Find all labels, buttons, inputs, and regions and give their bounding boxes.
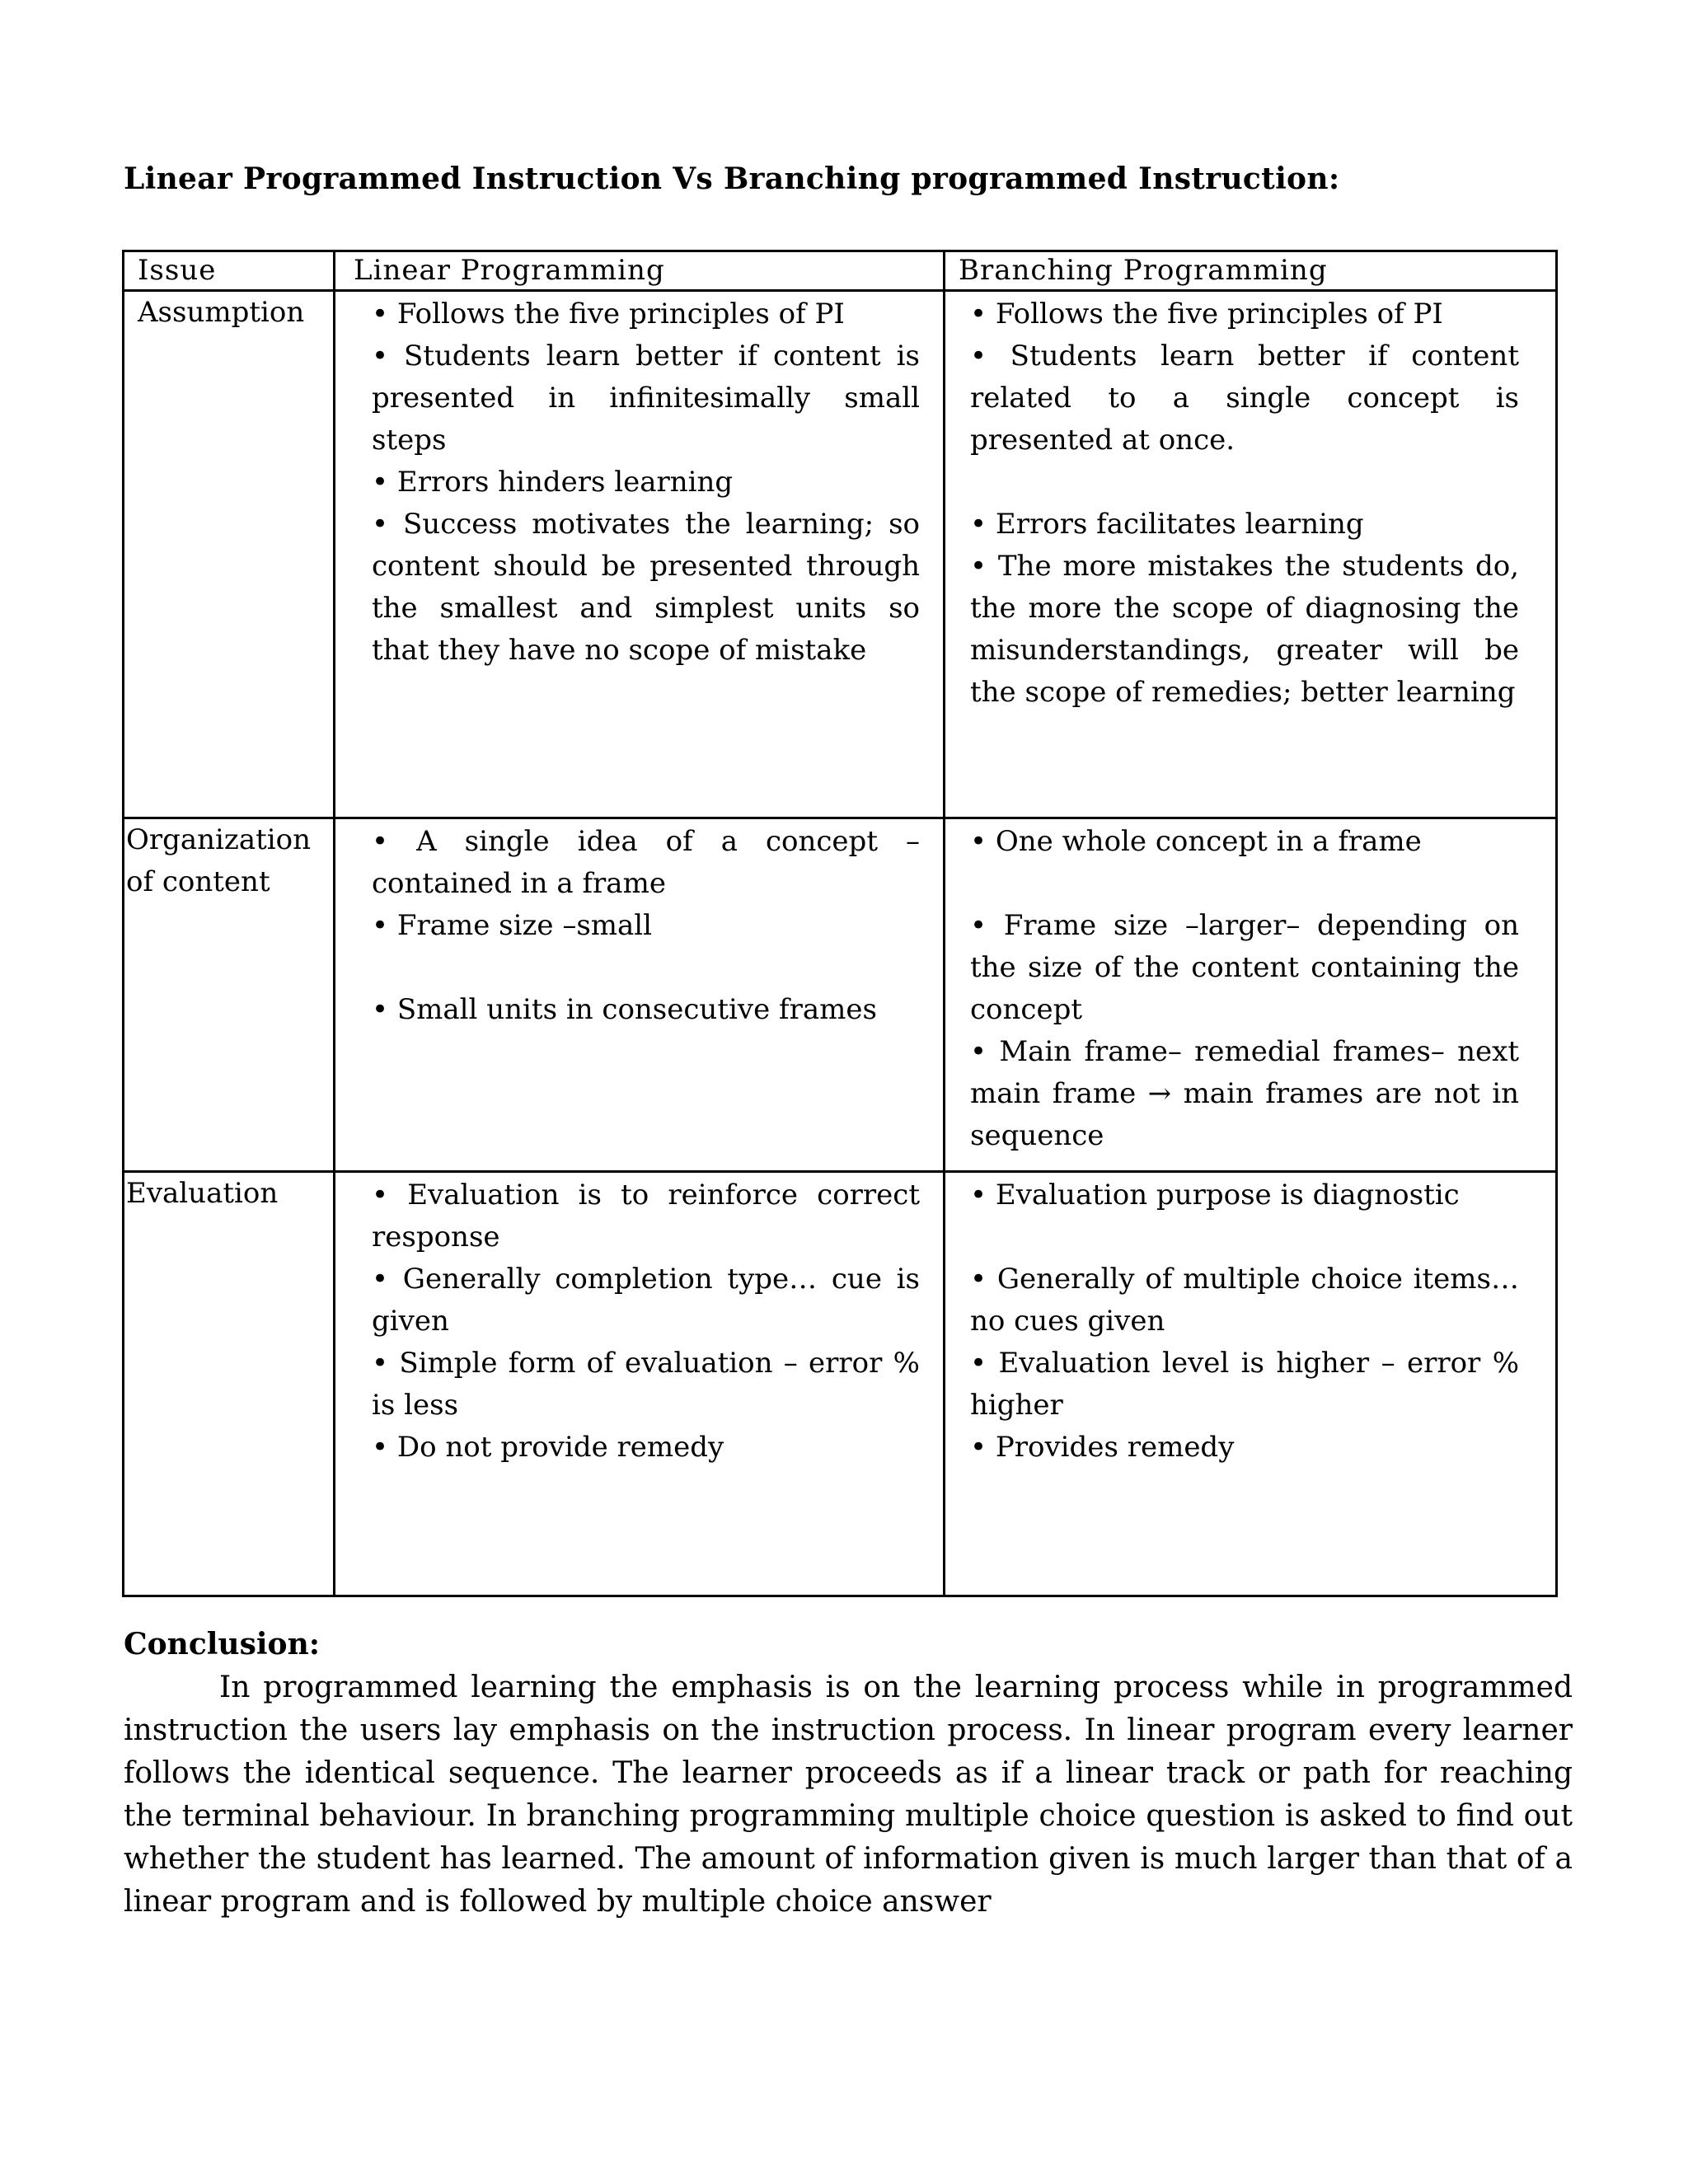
linear-cell	[335, 291, 945, 818]
list-item: • A single idea of a concept – contained in a frame	[372, 821, 920, 905]
linear-cell	[335, 1172, 945, 1596]
list-item: • Errors facilitates learning	[970, 504, 1519, 546]
list-item: • Follows the five principles of PI	[970, 293, 1519, 335]
list-item: • Frame size –small	[372, 905, 920, 947]
table-header-row	[124, 251, 1557, 291]
comparison-table	[122, 250, 1558, 1597]
list-item: • Frame size –larger– depending on the size of the content containing the concept	[970, 905, 1519, 1031]
table-row	[124, 1172, 1557, 1596]
page-title: Linear Programmed Instruction Vs Branching programmed Instruction:	[124, 162, 1340, 196]
list-item: • Simple form of evaluation – error % is less	[372, 1343, 920, 1427]
table-row	[124, 291, 1557, 818]
list-item: • Students learn better if content related to a single concept is presented at once.	[970, 335, 1519, 462]
branching-cell	[945, 1172, 1557, 1596]
conclusion-heading: Conclusion:	[124, 1627, 321, 1661]
row-issue-cell	[124, 291, 335, 818]
list-item: • Generally of multiple choice items… no cues given	[970, 1258, 1519, 1343]
conclusion-paragraph: In programmed learning the emphasis is on the learning process while in programmed instruction the users lay emphasis on the instruction process. In linear program every learner follows the identical sequence. The learner proceeds as if a linear track or path for reaching the terminal behaviour. In branching programming multiple choice question is asked to find out whether the student has learned. The amount of information given is much larger than that of a linear program and is followed by multiple choice answer	[124, 1671, 1573, 1919]
list-item: • Evaluation level is higher – error % higher	[970, 1343, 1519, 1427]
list-item: • One whole concept in a frame	[970, 821, 1519, 863]
list-item: • The more mistakes the students do, the more the scope of diagnosing the misunderstandings, greater will be the scope of remedies; better learning	[970, 546, 1519, 714]
header-branching-programming: Branching Programming	[945, 251, 1557, 291]
list-item: • Main frame– remedial frames– next main frame → main frames are not in sequence	[970, 1031, 1519, 1157]
list-item: • Small units in consecutive frames	[372, 989, 920, 1031]
list-item: • Errors hinders learning	[372, 462, 920, 504]
linear-cell	[335, 818, 945, 1172]
branching-cell	[945, 818, 1557, 1172]
issue-label: Assumption	[138, 296, 305, 329]
header-issue: Issue	[124, 251, 335, 291]
issue-label: Organization of content	[126, 823, 312, 898]
list-item: • Evaluation purpose is diagnostic	[970, 1174, 1519, 1216]
list-item: • Provides remedy	[970, 1427, 1519, 1469]
table-row	[124, 818, 1557, 1172]
list-item: • Success motivates the learning; so content should be presented through the smallest and simplest units so that they have no scope of mistake	[372, 504, 920, 672]
list-item: • Evaluation is to reinforce correct response	[372, 1174, 920, 1258]
issue-label: Evaluation	[126, 1177, 279, 1210]
list-item: • Do not provide remedy	[372, 1427, 920, 1469]
list-item: • Follows the five principles of PI	[372, 293, 920, 335]
row-issue-cell	[124, 818, 335, 1172]
header-linear-programming: Linear Programming	[335, 251, 945, 291]
branching-cell	[945, 291, 1557, 818]
row-issue-cell	[124, 1172, 335, 1596]
list-item: • Students learn better if content is presented in infinitesimally small steps	[372, 335, 920, 462]
list-item: • Generally completion type… cue is given	[372, 1258, 920, 1343]
